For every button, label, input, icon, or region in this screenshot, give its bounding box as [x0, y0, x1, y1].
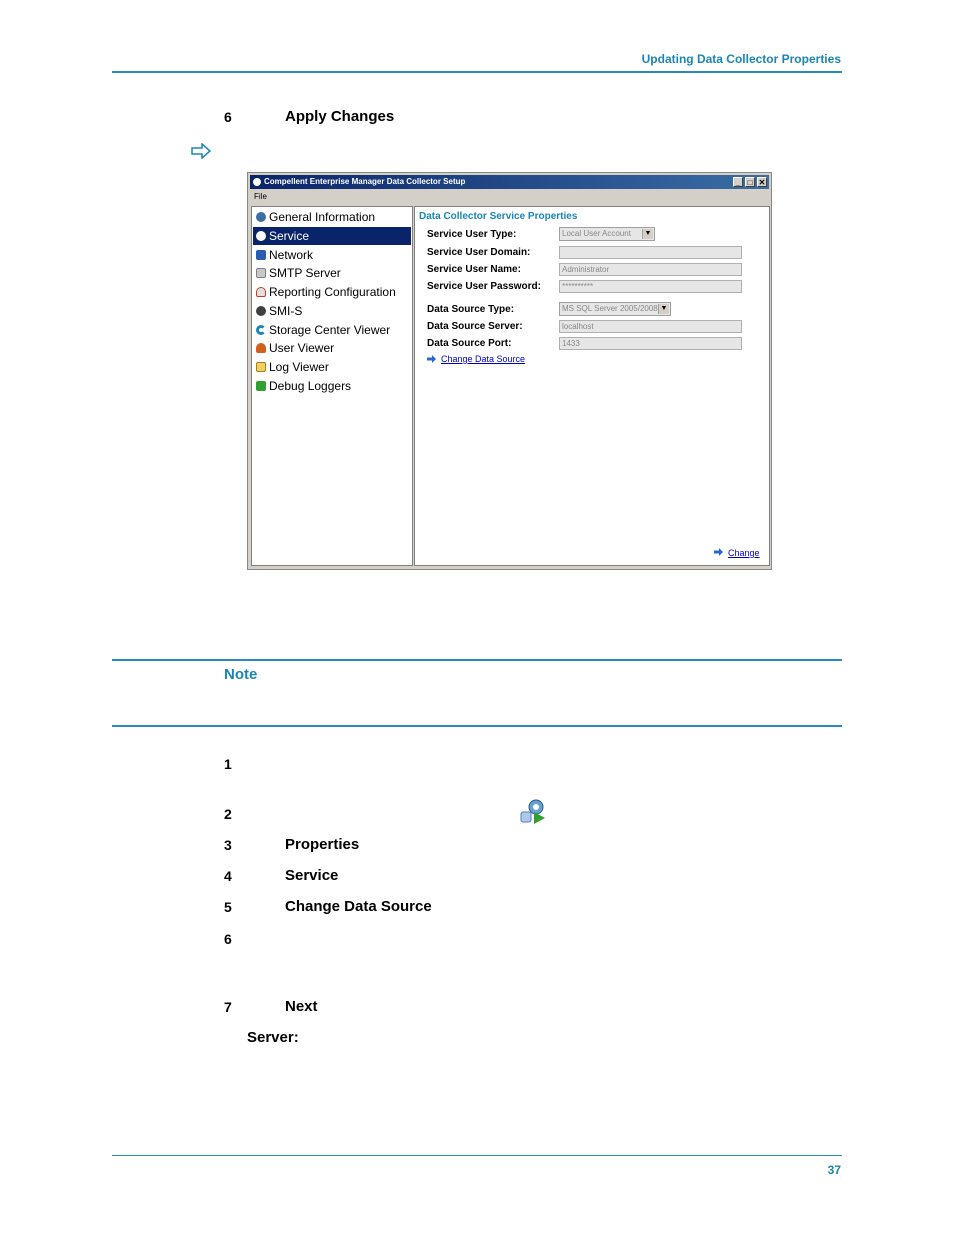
maximize-button[interactable]: □: [745, 177, 755, 187]
service-user-domain-input[interactable]: [559, 246, 742, 259]
step-1-number: 1: [224, 756, 232, 772]
nav-item-service[interactable]: Service: [253, 227, 411, 245]
data-collector-manager-icon: [519, 798, 547, 826]
note-bottom-rule: [112, 725, 842, 727]
disc-icon: [256, 306, 266, 316]
service-user-password-label: Service User Password:: [427, 281, 541, 292]
footer-rule: [112, 1155, 842, 1156]
data-collector-setup-window: [247, 172, 772, 570]
change-link[interactable]: Change: [728, 548, 760, 558]
change-data-source-link[interactable]: Change Data Source: [441, 354, 526, 364]
service-user-type-label: Service User Type:: [427, 229, 517, 240]
section-title: Data Collector Service Properties: [419, 211, 578, 222]
nav-item-debug-loggers[interactable]: Debug Loggers: [253, 377, 411, 395]
step-2-number: 2: [224, 806, 232, 822]
step-5-text: Change Data Source: [285, 898, 432, 915]
gauge-icon: [256, 287, 266, 297]
data-source-port-label: Data Source Port:: [427, 338, 512, 349]
server-label: Server:: [247, 1029, 299, 1046]
chevron-down-icon: ▼: [658, 304, 669, 314]
chevron-down-icon: ▼: [642, 229, 653, 239]
gear-icon: [256, 231, 266, 241]
nav-item-storage-center-viewer[interactable]: Storage Center Viewer: [253, 321, 411, 339]
step-text: Apply Changes: [285, 108, 395, 125]
network-icon: [256, 250, 266, 260]
nav-item-smi-s[interactable]: SMI-S: [253, 302, 411, 320]
storage-icon: [256, 325, 266, 335]
step-4-number: 4: [224, 868, 232, 884]
step-3-number: 3: [224, 837, 232, 853]
service-user-domain-label: Service User Domain:: [427, 247, 531, 258]
note-top-rule: [112, 659, 842, 661]
data-source-type-select[interactable]: MS SQL Server 2005/2008 ▼: [559, 302, 671, 316]
service-user-name-label: Service User Name:: [427, 264, 521, 275]
result-arrow-icon: [191, 143, 211, 159]
arrow-right-icon: [714, 548, 723, 556]
window-titlebar: [250, 175, 769, 189]
close-button[interactable]: ✕: [758, 178, 766, 187]
data-source-port-input[interactable]: 1433: [559, 337, 742, 350]
nav-item-general-information[interactable]: General Information: [253, 208, 411, 226]
menu-file[interactable]: File: [254, 192, 267, 201]
user-icon: [256, 343, 266, 353]
nav-item-network[interactable]: Network: [253, 246, 411, 264]
step-7-number: 7: [224, 999, 232, 1015]
nav-item-reporting-configuration[interactable]: Reporting Configuration: [253, 283, 411, 301]
data-source-server-label: Data Source Server:: [427, 321, 523, 332]
step-4-text: Service: [285, 867, 339, 884]
nav-panel: [251, 206, 413, 566]
step-3-text: Properties: [285, 836, 360, 853]
service-user-name-input[interactable]: Administrator: [559, 263, 742, 276]
properties-panel: [414, 206, 770, 566]
nav-item-user-viewer[interactable]: User Viewer: [253, 339, 411, 357]
service-user-password-input[interactable]: **********: [559, 280, 742, 293]
minimize-button[interactable]: _: [733, 177, 743, 187]
app-icon: [253, 178, 261, 186]
nav-item-smtp-server[interactable]: SMTP Server: [253, 264, 411, 282]
data-source-type-label: Data Source Type:: [427, 304, 515, 315]
step-7-text: Next: [285, 998, 318, 1015]
mail-icon: [256, 268, 266, 278]
note-label: Note: [224, 666, 258, 683]
header-rule: [112, 71, 842, 73]
running-header-title: Updating Data Collector Properties: [641, 52, 841, 66]
data-source-server-input[interactable]: localhost: [559, 320, 742, 333]
arrow-right-icon: [427, 355, 436, 363]
step-number: 6: [224, 109, 232, 125]
window-title: Compellent Enterprise Manager Data Collector Setup: [264, 177, 466, 186]
debug-icon: [256, 381, 266, 391]
service-user-type-select[interactable]: Local User Account ▼: [559, 227, 655, 241]
step-6-number: 6: [224, 931, 232, 947]
step-5-number: 5: [224, 899, 232, 915]
globe-icon: [256, 212, 266, 222]
page-number: 37: [827, 1163, 841, 1177]
log-icon: [256, 362, 266, 372]
nav-item-log-viewer[interactable]: Log Viewer: [253, 358, 411, 376]
